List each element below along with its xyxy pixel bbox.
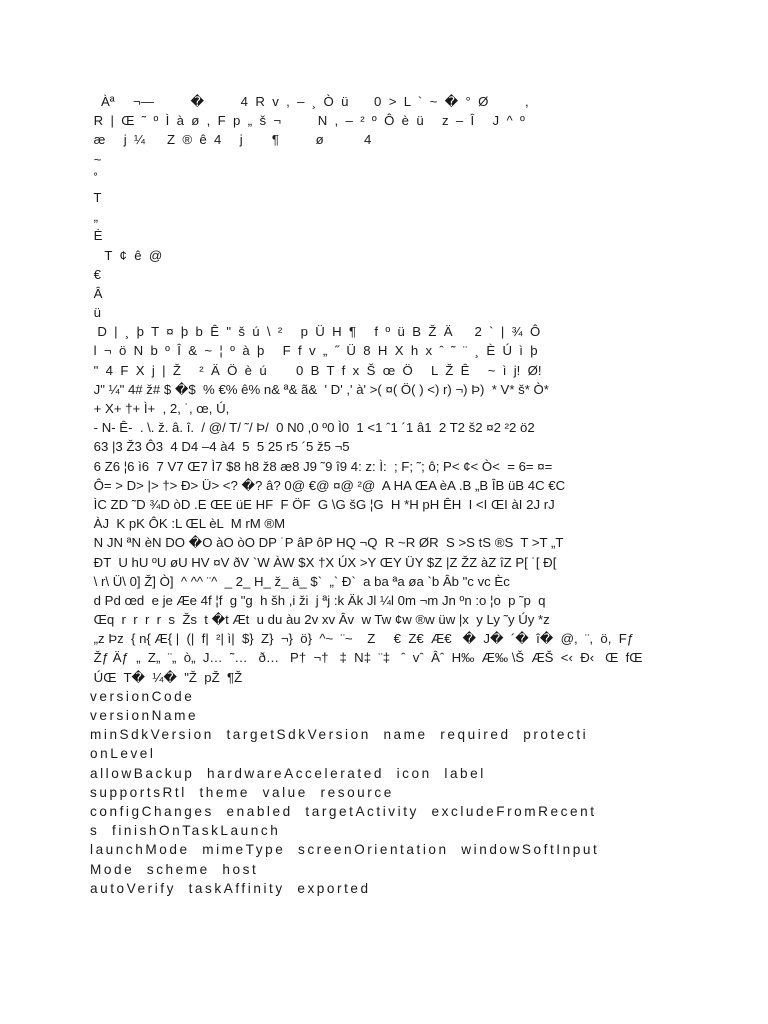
binary-text-line: D | ¸ þ T ¤ þ b Ê " š ú \ ² p Ü H ¶ f º ü B Ž Ä 2 ` | ¾ Ô	[90, 324, 541, 340]
document-text-block	[90, 92, 680, 898]
binary-text-line: €	[90, 266, 101, 282]
manifest-attribute-line: Mode scheme host	[90, 861, 259, 877]
binary-text-line: T ¢ ê @	[90, 247, 163, 263]
binary-text-line: ÌC ZD ˜D ¾D òD .E ŒE üE HF F ÖF G \G šG ¦G H *H pH ÊH I <I ŒI àI 2J rJ	[90, 496, 555, 512]
manifest-attribute-line: autoVerify taskAffinity exported	[90, 880, 371, 896]
binary-text-line: l ¬ ö N b º Î & ~ ¦ º à þ F f v „ ˝ Ü 8 H X h x ˆ ˜ ¨ ¸ È Ú ì þ	[90, 343, 538, 359]
binary-text-line: ÀJ K pK ÔK :L ŒL èL M rM ®M	[90, 516, 286, 532]
binary-text-line: æ j ¼ Z ® ê 4 j ¶ ø 4	[90, 132, 372, 148]
binary-text-line: ÐT U hU ºU øU HV ¤V ðV `W ÀW $X †X ÚX >Y ŒY ÜY $Z |Z ŽZ àZ îZ P[ ˙[ Ð[	[90, 554, 557, 570]
binary-text-line: „z Þz { n{ Æ{ | (| f| ²| ì| $} Z} ¬} ö} ^~ ¨~ Z € Z€ Æ€ � J� ´� î� @, ¨, ö, Fƒ	[90, 631, 635, 647]
binary-text-line: Â	[90, 285, 103, 301]
binary-text-line: 63 |3 Ž3 Ô3 4 D4 –4 à4 5 5 25 r5 ´5 ž5 ¬5	[90, 439, 350, 455]
binary-text-line: „	[90, 209, 99, 225]
binary-text-line: ÚŒ T� ¼� "Ž pŽ ¶Ž	[90, 669, 243, 685]
manifest-attribute-line: configChanges enabled targetActivity excludeFromRecent	[90, 803, 597, 819]
binary-text-line: Žƒ Äƒ „ Z„ ¨„ ò„ J… ˜… ð… P† ¬† ‡ N‡ ¨‡ ˆ vˆ Âˆ H‰ Æ‰ \Š ÆŠ <‹ Ð‹ Œ fŒ	[90, 650, 643, 666]
binary-text-line: R | Œ ˜ º Ì à ø , F p „ š ¬ N , – ² º Ô è ü z – Î J ^ º	[90, 113, 525, 129]
binary-text-line: - N- Ê- . \. ž. â. î. / @/ T/ ˜/ Þ/ 0 N0 ,0 º0 Ì0 1 <1 ˆ1 ´1 â1 2 T2 š2 ¤2 ²2 ö2	[90, 420, 535, 436]
binary-text-line: N JN ªN èN DO �O àO òO DP ˙P âP ôP HQ ¬Q R ~R ØR S >S tS ®S T >T „T	[90, 535, 564, 551]
binary-text-line: ˚	[90, 170, 99, 186]
binary-text-line: T	[90, 189, 102, 205]
binary-text-line: 6 Z6 ¦6 ì6 7 V7 Œ7 Ì7 $8 h8 ž8 æ8 J9 ˜9 î9 4: z: Ì: ; F; ˜; ô; P< ¢< Ò< = 6= ¤=	[90, 458, 553, 474]
manifest-attribute-line: s finishOnTaskLaunch	[90, 823, 281, 839]
manifest-attribute-line: versionName	[90, 708, 199, 723]
binary-text-line: ~	[90, 151, 102, 167]
manifest-attribute-line: versionCode	[90, 688, 195, 704]
manifest-attribute-line: launchMode mimeType screenOrientation windowSoftInput	[90, 842, 600, 858]
binary-text-line: Ė	[90, 228, 103, 244]
manifest-attribute-line: supportsRtl theme value resource	[90, 784, 394, 800]
binary-text-line: Àª ¬— � 4 R v , – ¸ Ò ü 0 > L ` ~ � ° Ø ,	[90, 94, 529, 109]
binary-text-line: \ r\ Ü\ 0] Ž] Ò] ^ ^^ ¨^ _ 2_ H_ ž_ ä_ $` „` Ð` a ba ªa øa `b Âb "c vc Èc	[90, 573, 510, 589]
binary-text-line: ü	[90, 305, 101, 321]
binary-text-line: + X+ †+ Ì+ , 2, ˙, œ, Ú,	[90, 401, 230, 416]
binary-text-line: d Pd œd e je Æe 4f ¦f g "g h šh ,i ži j ªj :k Äk Jl ¼l 0m ¬m Jn ºn :o ¦o p ˜p q	[90, 592, 546, 608]
binary-text-line: J" ¼" 4# ž# $ �$ % €% ê% n& ª& ã& ' D' ,' à' >( ¤( Ö( ) <) r) ¬) Þ) * V* š* Ò*	[90, 381, 549, 397]
binary-text-line: Ô= > D> |> †> Ð> Ü> <? �? â? 0@ €@ ¤@ ²@ A HA ŒA èA .B „B ÎB üB 4C €C	[90, 477, 566, 493]
manifest-attribute-line: allowBackup hardwareAccelerated icon label	[90, 765, 486, 781]
binary-text-line: Œq r r r r s Žs t �t Æt u du àu 2v xv Âv w Tw ¢w ®w üw |x y Ly ˜y Úy *z	[90, 612, 550, 628]
binary-text-line: " 4 F X j | Ž ² Ä Ö è ú 0 B T f x Š œ Ö L Ž Ê ~ ì j! Ø!	[90, 362, 542, 378]
manifest-attribute-line: minSdkVersion targetSdkVersion name required protecti	[90, 727, 589, 743]
manifest-attribute-line: onLevel	[90, 746, 156, 762]
